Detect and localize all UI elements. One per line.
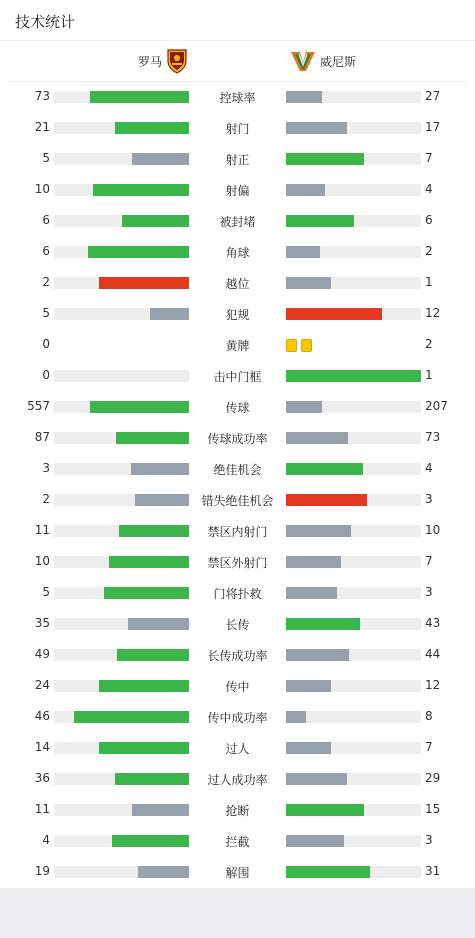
stat-label: 传球成功率 [207, 432, 268, 446]
home-value: 87 [34, 430, 50, 444]
away-bar-track [286, 432, 421, 444]
stat-label: 控球率 [219, 91, 256, 105]
away-bar-fill [286, 835, 344, 847]
home-bar-fill [88, 246, 189, 258]
away-bar-track [286, 246, 421, 258]
home-bar-track [54, 773, 189, 785]
stat-label: 解围 [225, 866, 250, 880]
home-value: 11 [34, 802, 50, 816]
stat-row [0, 143, 475, 174]
home-value: 6 [42, 244, 50, 258]
away-value: 43 [425, 616, 441, 630]
home-bar-track [54, 308, 189, 320]
away-bar-fill [286, 494, 367, 506]
stat-label: 射偏 [225, 184, 250, 198]
away-value: 4 [425, 182, 433, 196]
stat-row [0, 422, 475, 453]
home-bar-track [54, 649, 189, 661]
away-bar-fill [286, 122, 347, 134]
away-bar-fill [286, 215, 354, 227]
stat-row [0, 577, 475, 608]
away-value: 7 [425, 740, 433, 754]
away-bar-fill [286, 370, 421, 382]
away-bar-track [286, 618, 421, 630]
stat-row [0, 298, 475, 329]
away-value: 17 [425, 120, 441, 134]
home-value: 49 [34, 647, 50, 661]
home-bar-track [54, 835, 189, 847]
stat-label: 黄牌 [225, 339, 250, 353]
stat-row [0, 732, 475, 763]
home-bar-fill [115, 122, 189, 134]
away-value: 4 [425, 461, 433, 475]
away-value: 10 [425, 523, 441, 537]
away-value: 27 [425, 89, 441, 103]
away-bar-fill [286, 680, 331, 692]
away-bar-fill [286, 742, 331, 754]
stat-row [0, 174, 475, 205]
away-value: 29 [425, 771, 441, 785]
stat-label: 被封堵 [219, 215, 256, 229]
teams-header [0, 41, 475, 81]
stat-row [0, 205, 475, 236]
home-bar-fill [131, 463, 189, 475]
home-value: 0 [42, 368, 50, 382]
away-bar-track [286, 184, 421, 196]
stat-label: 长传成功率 [207, 649, 268, 663]
home-value: 0 [42, 337, 50, 351]
away-bar-fill [286, 773, 347, 785]
home-bar-track [54, 587, 189, 599]
home-bar-track [54, 711, 189, 723]
stat-row [0, 484, 475, 515]
home-value: 5 [42, 306, 50, 320]
away-value: 207 [425, 399, 448, 413]
stat-row [0, 670, 475, 701]
away-bar-fill [286, 153, 364, 165]
home-value: 24 [34, 678, 50, 692]
home-value: 5 [42, 585, 50, 599]
away-value: 1 [425, 368, 433, 382]
home-bar-track [54, 804, 189, 816]
home-value: 35 [34, 616, 50, 630]
stat-row [0, 236, 475, 267]
away-bar-track [286, 742, 421, 754]
stat-label: 传中 [225, 680, 250, 694]
away-bar-track [286, 401, 421, 413]
home-bar-fill [128, 618, 189, 630]
away-bar-track [286, 308, 421, 320]
home-bar-fill [117, 649, 189, 661]
home-value: 2 [42, 492, 50, 506]
away-value: 12 [425, 306, 441, 320]
away-bar-track [286, 773, 421, 785]
home-bar-track [54, 215, 189, 227]
away-bar-track [286, 463, 421, 475]
stat-row [0, 608, 475, 639]
away-value: 31 [425, 864, 441, 878]
home-bar-track [54, 184, 189, 196]
away-value: 2 [425, 244, 433, 258]
stat-row [0, 112, 475, 143]
home-bar-fill [150, 308, 189, 320]
yellow-card-icon [286, 339, 297, 352]
away-value: 7 [425, 151, 433, 165]
stat-label: 击中门框 [213, 370, 262, 384]
stat-label: 角球 [225, 246, 250, 260]
home-bar-track [54, 277, 189, 289]
stat-row [0, 825, 475, 856]
home-bar-track [54, 432, 189, 444]
away-bar-fill [286, 587, 337, 599]
away-bar-track [286, 711, 421, 723]
home-value: 4 [42, 833, 50, 847]
home-value: 14 [34, 740, 50, 754]
away-bar-fill [286, 804, 364, 816]
home-bar-track [54, 401, 189, 413]
away-bar-fill [286, 525, 351, 537]
stat-row [0, 329, 475, 360]
stat-label: 禁区内射门 [207, 525, 268, 539]
away-value: 7 [425, 554, 433, 568]
stat-row [0, 453, 475, 484]
home-bar-fill [90, 91, 189, 103]
away-bar-track [286, 122, 421, 134]
page-title: 技术统计 [15, 13, 76, 31]
stat-label: 过人成功率 [207, 773, 268, 787]
away-bar-fill [286, 401, 322, 413]
home-value: 19 [34, 864, 50, 878]
away-bar-fill [286, 618, 360, 630]
home-bar-fill [112, 835, 189, 847]
home-bar-fill [104, 587, 189, 599]
away-bar-track [286, 649, 421, 661]
away-bar-track [286, 866, 421, 878]
away-bar-fill [286, 463, 363, 475]
away-bar-fill [286, 246, 320, 258]
venezia-crest-icon [290, 50, 316, 72]
away-yellow-cards [286, 339, 316, 351]
home-bar-fill [122, 215, 190, 227]
stat-row [0, 763, 475, 794]
stat-label: 长传 [225, 618, 250, 632]
home-bar-track [54, 556, 189, 568]
away-bar-fill [286, 711, 306, 723]
stat-label: 抢断 [225, 804, 250, 818]
away-value: 12 [425, 678, 441, 692]
home-value: 3 [42, 461, 50, 475]
home-value: 2 [42, 275, 50, 289]
home-bar-track [54, 122, 189, 134]
away-bar-fill [286, 556, 341, 568]
away-bar-track [286, 587, 421, 599]
stat-label: 过人 [225, 742, 250, 756]
away-bar-track [286, 215, 421, 227]
home-bar-fill [99, 680, 189, 692]
away-bar-track [286, 370, 421, 382]
away-value: 6 [425, 213, 433, 227]
away-bar-track [286, 680, 421, 692]
home-bar-track [54, 618, 189, 630]
away-value: 15 [425, 802, 441, 816]
home-bar-fill [90, 401, 189, 413]
home-bar-track [54, 370, 189, 382]
stat-row [0, 794, 475, 825]
stat-label: 射正 [225, 153, 250, 167]
home-bar-fill [119, 525, 189, 537]
away-value: 2 [425, 337, 433, 351]
away-bar-track [286, 556, 421, 568]
away-bar-fill [286, 184, 325, 196]
home-value: 46 [34, 709, 50, 723]
home-bar-fill [109, 556, 189, 568]
home-team-name: 罗马 [137, 55, 162, 69]
stat-label: 犯规 [225, 308, 250, 322]
home-bar-fill [99, 277, 189, 289]
stats-list [0, 81, 475, 887]
home-bar-track [54, 153, 189, 165]
home-bar-track [54, 742, 189, 754]
stat-row [0, 360, 475, 391]
away-bar-fill [286, 308, 382, 320]
away-bar-fill [286, 432, 348, 444]
home-bar-track [54, 680, 189, 692]
away-bar-fill [286, 866, 370, 878]
away-value: 8 [425, 709, 433, 723]
stat-label: 绝佳机会 [213, 463, 262, 477]
stat-row [0, 856, 475, 887]
home-bar-fill [116, 432, 189, 444]
home-bar-fill [99, 742, 189, 754]
home-bar-track [54, 91, 189, 103]
home-bar-fill [138, 866, 189, 878]
stat-label: 传球 [225, 401, 250, 415]
stat-row [0, 391, 475, 422]
stat-row [0, 546, 475, 577]
away-value: 1 [425, 275, 433, 289]
home-bar-track [54, 866, 189, 878]
home-value: 11 [34, 523, 50, 537]
roma-crest-icon [166, 48, 188, 74]
away-bar-track [286, 277, 421, 289]
home-bar-track [54, 525, 189, 537]
away-value: 73 [425, 430, 441, 444]
home-value: 36 [34, 771, 50, 785]
home-bar-fill [115, 773, 189, 785]
stat-row [0, 267, 475, 298]
home-value: 5 [42, 151, 50, 165]
home-bar-track [54, 494, 189, 506]
home-value: 10 [34, 554, 50, 568]
away-bar-fill [286, 649, 349, 661]
home-value: 73 [34, 89, 50, 103]
stat-row [0, 639, 475, 670]
stat-label: 门将扑救 [213, 587, 262, 601]
stat-label: 传中成功率 [207, 711, 268, 725]
away-team-name: 威尼斯 [320, 55, 357, 69]
home-bar-fill [93, 184, 189, 196]
away-bar-track [286, 153, 421, 165]
away-bar-track [286, 525, 421, 537]
home-bar-track [54, 463, 189, 475]
home-bar-fill [74, 711, 189, 723]
stat-row [0, 701, 475, 732]
away-bar-fill [286, 91, 322, 103]
away-bar-track [286, 835, 421, 847]
away-value: 3 [425, 585, 433, 599]
home-value: 10 [34, 182, 50, 196]
stat-label: 错失绝佳机会 [201, 494, 274, 508]
away-bar-track [286, 804, 421, 816]
home-value: 21 [34, 120, 50, 134]
away-value: 3 [425, 492, 433, 506]
stat-label: 射门 [225, 122, 250, 136]
stat-label: 拦截 [225, 835, 250, 849]
stat-row [0, 515, 475, 546]
stat-label: 禁区外射门 [207, 556, 268, 570]
home-bar-fill [132, 804, 189, 816]
yellow-card-icon [301, 339, 312, 352]
home-bar-track [54, 246, 189, 258]
stat-row [0, 81, 475, 112]
home-bar-fill [132, 153, 189, 165]
away-bar-track [286, 91, 421, 103]
home-value: 6 [42, 213, 50, 227]
away-bar-fill [286, 277, 331, 289]
stat-label: 越位 [225, 277, 250, 291]
away-value: 44 [425, 647, 441, 661]
away-value: 3 [425, 833, 433, 847]
home-value: 557 [27, 399, 50, 413]
home-bar-fill [135, 494, 189, 506]
away-bar-track [286, 494, 421, 506]
